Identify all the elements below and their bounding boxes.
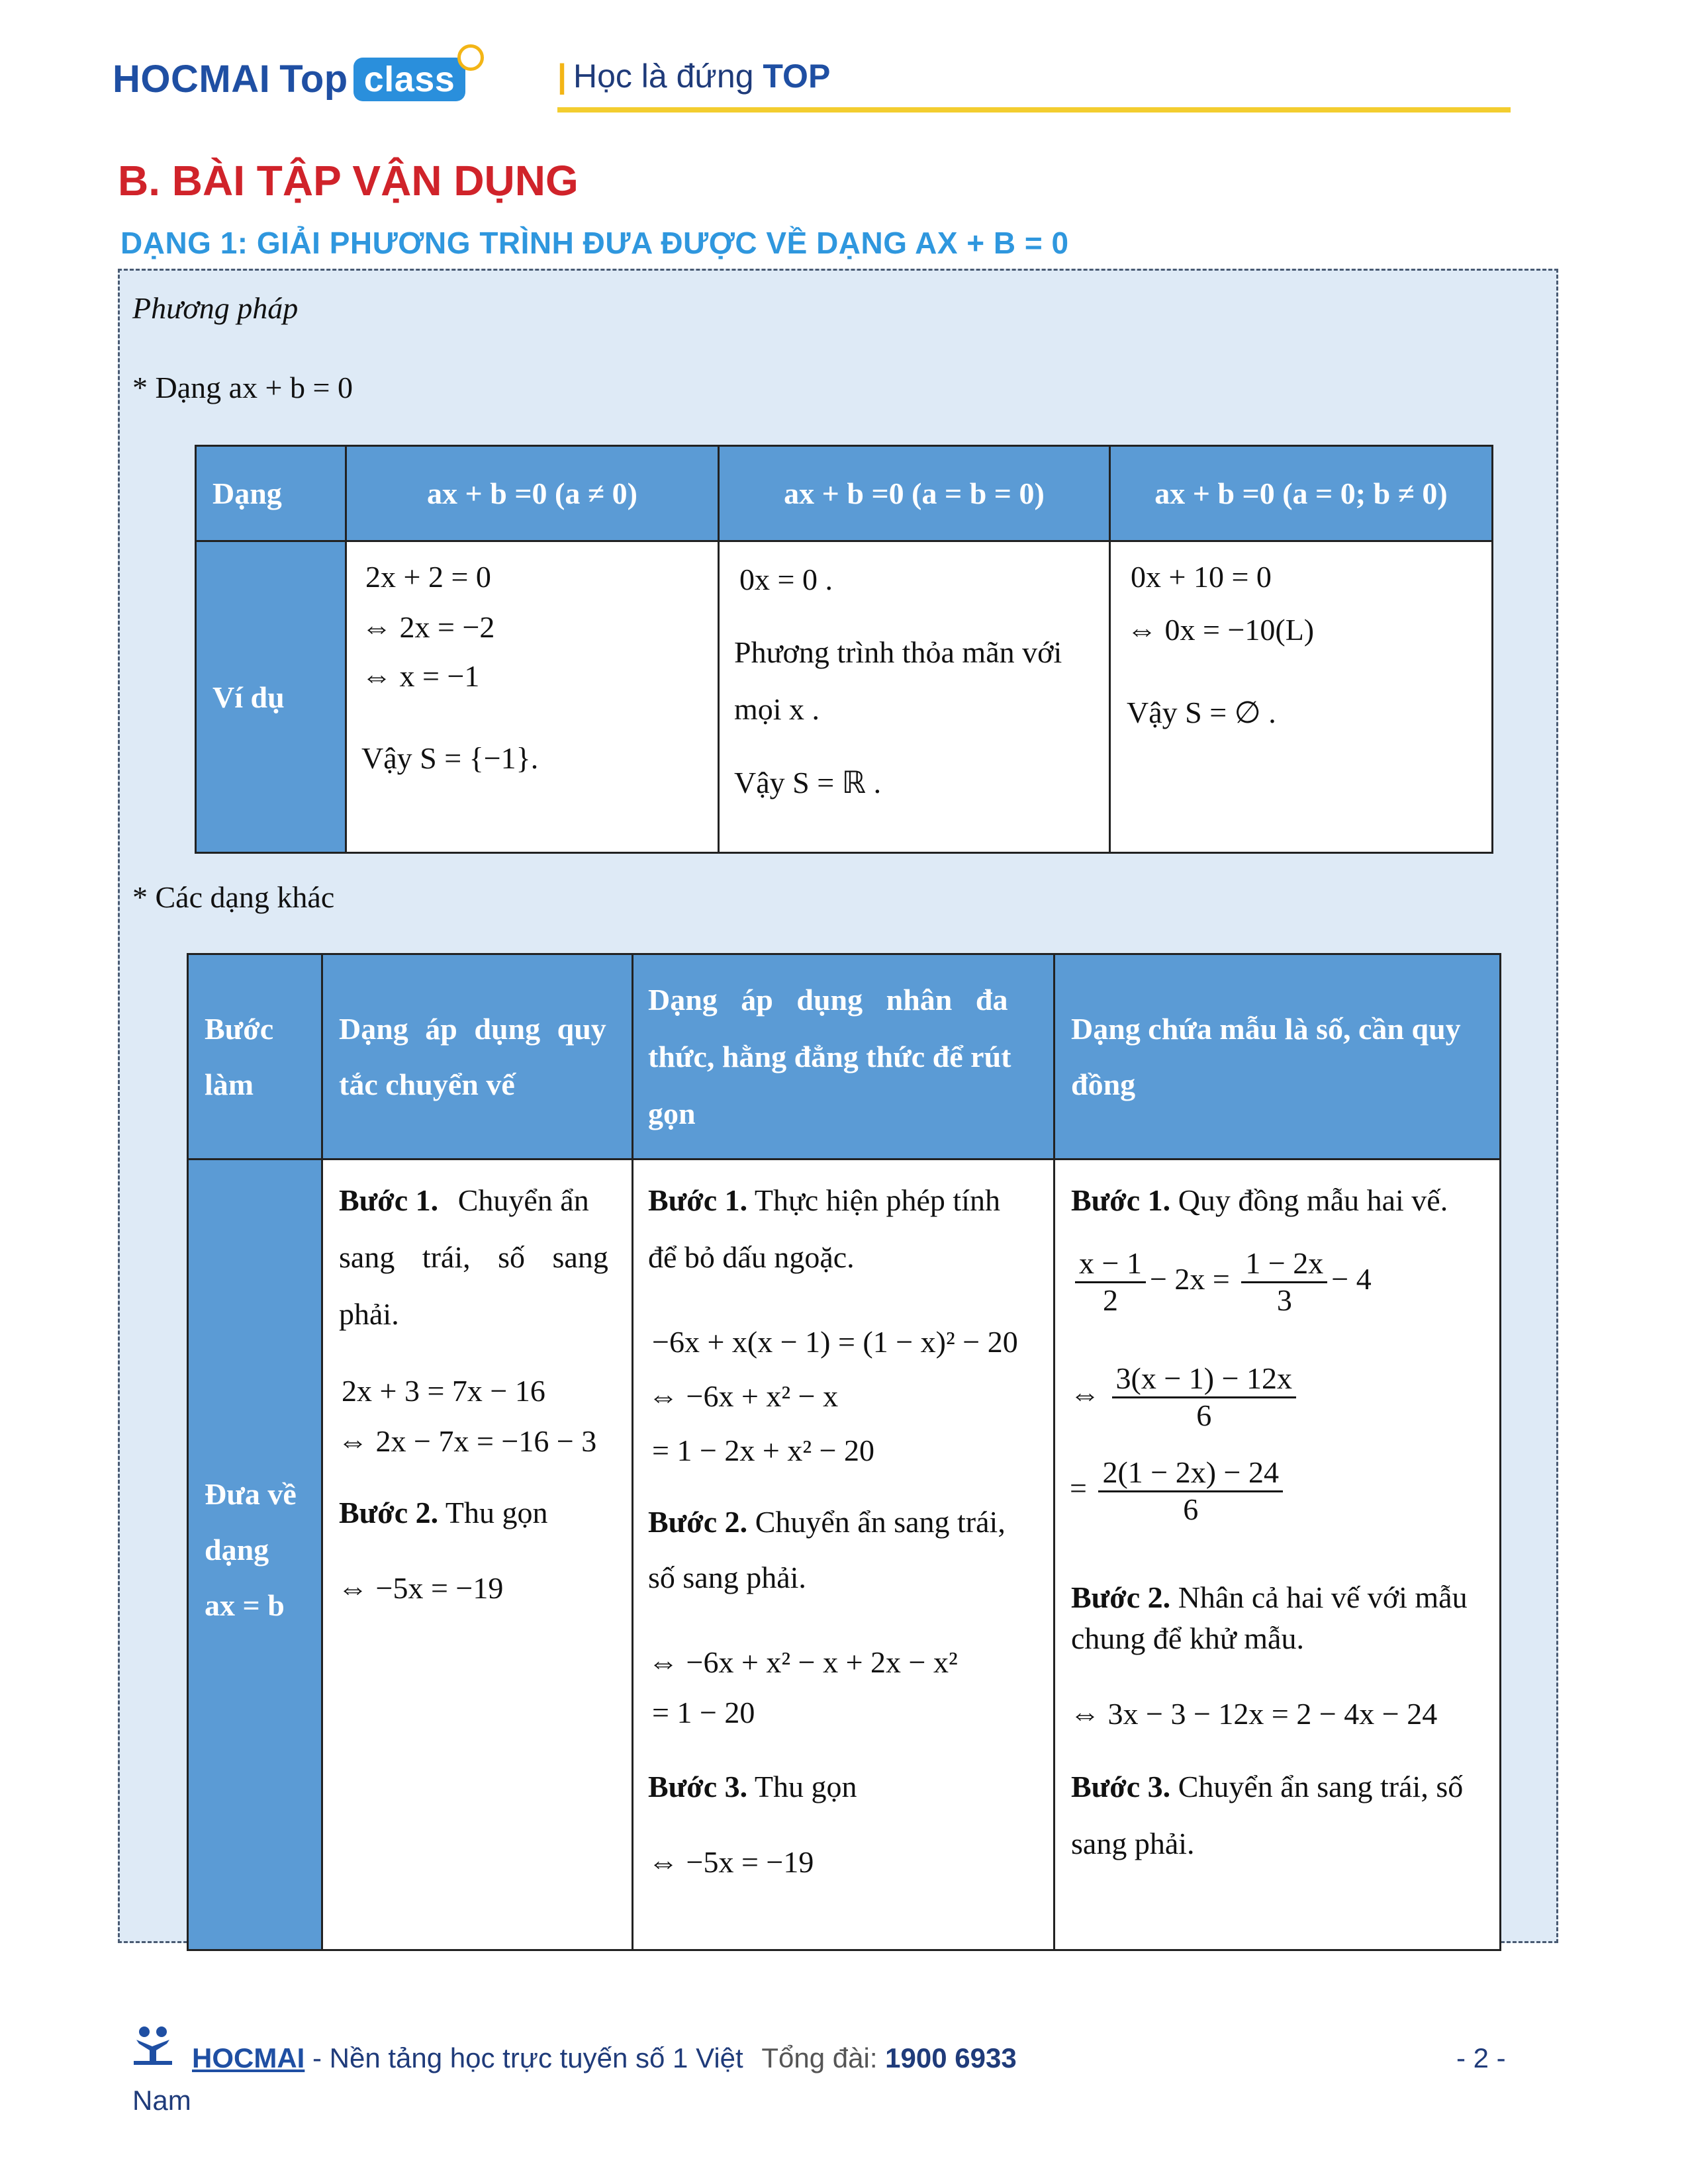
t1c1-line-4: Vậy S = {−1}.	[361, 741, 539, 775]
t1c3-line-2: ⇔ 0x = −10(L)	[1127, 613, 1315, 647]
t2-row-label	[188, 1160, 322, 1950]
tagline-top: TOP	[763, 58, 831, 95]
t2-header-col3-l1: Dạng chứa mẫu là số, cần quy	[1071, 1011, 1461, 1046]
brand-class-badge	[353, 58, 466, 101]
t2-header-col2	[633, 954, 1055, 1160]
t1c1-line-3: ⇔ x = −1	[361, 659, 480, 693]
t1-row-label	[196, 541, 346, 853]
t2c3-step2-text1: Nhân cả hai vế với mẫu	[1178, 1580, 1468, 1614]
t2-row-label-l3: ax = b	[205, 1588, 285, 1622]
t2-cell-col2	[633, 1160, 1055, 1950]
forms-table	[195, 445, 1493, 854]
t2c2-eq4: ⇔ −6x + x² − x + 2x − x²	[648, 1645, 958, 1679]
other-forms-line: * Các dạng khác	[132, 880, 335, 914]
footer-hotline: 1900 6933	[885, 2042, 1017, 2073]
t2c2-step1-label: Bước 1.	[648, 1183, 748, 1217]
t2c1-step1-text2: sang trái, số sang	[339, 1240, 608, 1274]
t1c1-line-1: 2x + 2 = 0	[365, 560, 491, 594]
t2-header-steps	[188, 954, 322, 1160]
t2c2-step2-label: Bước 2.	[648, 1505, 748, 1539]
t1-cell-col3	[1110, 541, 1493, 853]
t2c3-eq-fraction-1	[1071, 1246, 1372, 1318]
t1-header-col2	[719, 446, 1110, 541]
t2c2-eq1: −6x + x(x − 1) = (1 − x)² − 20	[652, 1325, 1018, 1359]
t2c3-step2-text2: chung để khử mẫu.	[1071, 1621, 1304, 1655]
t2c3-step3-text1: Chuyển ẩn sang trái, số	[1178, 1770, 1464, 1803]
t2c3-frac2-den: 3	[1276, 1283, 1292, 1317]
t2-header-col1-l2: tắc chuyển vế	[339, 1067, 515, 1101]
hocmai-logo-icon	[130, 2024, 176, 2066]
t2c3-eq-fraction-2	[1070, 1361, 1300, 1433]
t2c3-eq-mid: − 2x =	[1149, 1261, 1230, 1296]
t2c2-eq5: = 1 − 20	[652, 1696, 755, 1729]
t2c3-eq-tail: − 4	[1331, 1261, 1372, 1296]
footer-hocmai-link[interactable]: HOCMAI	[192, 2042, 305, 2073]
t2c2-step3-text: Thu gọn	[754, 1770, 857, 1803]
tagline	[557, 57, 830, 95]
t2c3-frac3-num: 3(x − 1) − 12x	[1112, 1361, 1297, 1398]
t2c1-step2-text: Thu gọn	[445, 1496, 548, 1529]
t2c1-step1-label: Bước 1.	[339, 1183, 439, 1217]
t2c2-step2-text2: số sang phải.	[648, 1561, 806, 1594]
tagline-prefix: Học là đứng	[573, 58, 754, 95]
t2c2-step1-text1: Thực hiện phép tính	[754, 1183, 1000, 1217]
t1-header-dang-text: Dạng	[212, 477, 282, 510]
t2-row-label-l2: dạng	[205, 1533, 269, 1567]
t2-header-col1	[322, 954, 633, 1160]
t2-header-col3-l2: đồng	[1071, 1067, 1136, 1101]
t2c3-frac1-num: x − 1	[1075, 1246, 1146, 1283]
header-divider	[557, 107, 1511, 113]
t1-header-col1	[346, 446, 719, 541]
method-label: Phương pháp	[132, 291, 299, 325]
t2c2-step2-text1: Chuyển ẩn sang trái,	[755, 1505, 1006, 1539]
t2c2-eq2: ⇔ −6x + x² − x	[648, 1379, 839, 1413]
section-title: B. BÀI TẬP VẬN DỤNG	[118, 157, 579, 205]
t1c3-line-1: 0x + 10 = 0	[1131, 560, 1272, 594]
steps-table	[187, 953, 1501, 1951]
t1-header-dang	[196, 446, 346, 541]
t2c1-step1-text1: Chuyển ẩn	[457, 1183, 589, 1217]
t2c3-step1-text: Quy đồng mẫu hai vế.	[1178, 1183, 1448, 1217]
t2-header-col2-l1: Dạng áp dụng nhân đa	[648, 982, 1008, 1017]
t1-header-col3-text: ax + b =0 (a = 0; b ≠ 0)	[1154, 477, 1448, 510]
brand-hocmai: HOCMAI	[113, 58, 271, 101]
t2c3-frac2	[1241, 1246, 1327, 1318]
t2-header-steps-l1: Bước	[205, 1011, 274, 1046]
footer-text: - Nền tảng học trực tuyến số 1 Việt	[305, 2042, 743, 2073]
t1c1-line-2: ⇔ 2x = −2	[361, 610, 495, 644]
tagline-bar-icon: |	[557, 58, 567, 95]
t2c3-equals-symbol: =	[1070, 1471, 1087, 1505]
footer-line2: Nam	[132, 2085, 191, 2116]
t2c2-eq6: ⇔ −5x = −19	[648, 1845, 814, 1879]
sun-icon	[457, 44, 484, 71]
t2-header-col1-l1: Dạng áp dụng quy	[339, 1011, 606, 1046]
t2c1-step2-label: Bước 2.	[339, 1496, 439, 1529]
t2c1-eq1: 2x + 3 = 7x − 16	[342, 1374, 545, 1408]
t2c1-step1-text3: phải.	[339, 1297, 399, 1331]
t2c3-frac4	[1098, 1455, 1283, 1527]
t2c3-eq1: ⇔ 3x − 3 − 12x = 2 − 4x − 24	[1070, 1697, 1438, 1731]
subsection-title: DẠNG 1: GIẢI PHƯƠNG TRÌNH ĐƯA ĐƯỢC VỀ DẠNG AX + B = 0	[120, 226, 1069, 260]
t1-header-col2-text: ax + b =0 (a = b = 0)	[784, 477, 1045, 510]
t1-header-col1-text: ax + b =0 (a ≠ 0)	[427, 477, 637, 510]
t1c2-line-3: mọi x .	[734, 692, 820, 726]
t1-cell-col1	[346, 541, 719, 853]
brand-top: Top	[279, 58, 348, 101]
t2c1-eq2: ⇔ 2x − 7x = −16 − 3	[338, 1424, 597, 1458]
t2c3-frac3	[1112, 1361, 1297, 1433]
footer-hotline-label: Tổng đài:	[761, 2042, 878, 2073]
t2-header-col2-l2: thức, hằng đẳng thức để rút	[648, 1039, 1011, 1073]
t1c2-line-1: 0x = 0 .	[739, 563, 833, 596]
t2c2-eq3: = 1 − 2x + x² − 20	[652, 1433, 875, 1467]
t2c3-step1-label: Bước 1.	[1071, 1183, 1171, 1217]
t2c3-step3-text2: sang phải.	[1071, 1827, 1195, 1860]
t1-cell-col2	[719, 541, 1110, 853]
t1c2-line-4: Vậy S = ℝ .	[734, 766, 882, 799]
t2c1-eq3: ⇔ −5x = −19	[338, 1571, 504, 1605]
t2c3-frac3-den: 6	[1196, 1398, 1212, 1432]
t1c3-line-3: Vậy S = ∅ .	[1127, 696, 1276, 729]
t2c3-frac1	[1075, 1246, 1146, 1318]
t2c2-step1-text2: để bỏ dấu ngoặc.	[648, 1240, 855, 1274]
brand-logo	[113, 57, 465, 101]
t1-row-label-text: Ví dụ	[212, 680, 285, 714]
form-line: * Dạng ax + b = 0	[132, 371, 353, 404]
t2c3-frac2-num: 1 − 2x	[1241, 1246, 1327, 1283]
t2c2-step3-label: Bước 3.	[648, 1770, 748, 1803]
t2c3-frac4-num: 2(1 − 2x) − 24	[1098, 1455, 1283, 1492]
t2-row-label-l1: Đưa về	[205, 1477, 297, 1511]
t1-header-col3	[1110, 446, 1493, 541]
t2c3-step3-label: Bước 3.	[1071, 1770, 1171, 1803]
t2-cell-col3	[1055, 1160, 1501, 1950]
t2c3-eq-fraction-3	[1070, 1455, 1287, 1527]
t2c3-equiv-symbol: ⇔	[1070, 1377, 1100, 1411]
brand-class-text: class	[363, 59, 455, 99]
t2c3-step2-label: Bước 2.	[1071, 1580, 1171, 1614]
t2c3-frac4-den: 6	[1183, 1492, 1199, 1526]
t2-header-col3	[1055, 954, 1501, 1160]
t2-header-col2-l3: gọn	[648, 1096, 696, 1130]
footer	[192, 2042, 1017, 2074]
t2c3-frac1-den: 2	[1102, 1283, 1118, 1317]
t1c2-line-2: Phương trình thỏa mãn với	[734, 635, 1062, 669]
t2-header-steps-l2: làm	[205, 1067, 254, 1101]
page-number: - 2 -	[1456, 2042, 1506, 2073]
t2-cell-col1	[322, 1160, 633, 1950]
